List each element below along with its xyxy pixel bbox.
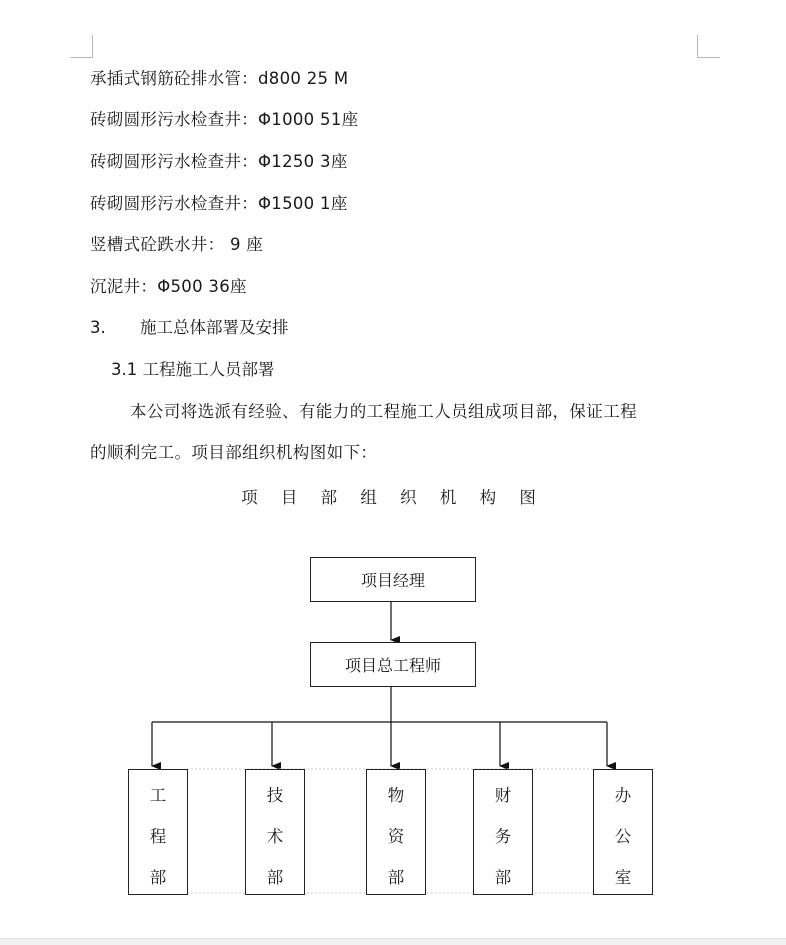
org-node-dept-finance	[473, 769, 533, 895]
dept-char: 公	[614, 827, 632, 846]
dept-char: 程	[149, 827, 167, 846]
dept-char: 财	[494, 786, 512, 805]
org-node-chief-engineer: 项目总工程师	[310, 642, 476, 687]
material-line-1: 承插式钢筋砼排水管：d800 25 M	[90, 69, 349, 88]
org-node-dept-technical	[245, 769, 305, 895]
paragraph-line-1: 本公司将选派有经验、有能力的工程施工人员组成项目部，保证工程	[130, 402, 637, 421]
material-line-4: 砖砌圆形污水检查井：Φ1500 1座	[90, 194, 348, 213]
org-node-dept-materials	[366, 769, 426, 895]
material-line-6: 沉泥井：Φ500 36座	[90, 277, 247, 296]
section-number: 3.	[90, 318, 106, 337]
dept-char: 室	[614, 868, 632, 887]
dept-char: 办	[614, 786, 632, 805]
dept-char: 资	[387, 827, 405, 846]
dept-char: 部	[149, 868, 167, 887]
org-chart-title: 项 目 部 组 织 机 构 图	[241, 488, 545, 507]
material-line-5: 竖槽式砼跌水井： 9 座	[90, 235, 264, 254]
dept-char: 工	[149, 786, 167, 805]
dept-char: 技	[266, 786, 284, 805]
dept-char: 部	[266, 868, 284, 887]
dept-char: 物	[387, 786, 405, 805]
material-line-2: 砖砌圆形污水检查井：Φ1000 51座	[90, 110, 359, 129]
dept-char: 部	[494, 868, 512, 887]
org-node-dept-office	[593, 769, 653, 895]
dept-char: 部	[387, 868, 405, 887]
org-node-project-manager: 项目经理	[310, 557, 476, 602]
paragraph-line-2: 的顺利完工。项目部组织机构图如下：	[90, 443, 378, 462]
dept-char: 务	[494, 827, 512, 846]
org-node-dept-engineering	[128, 769, 188, 895]
dept-char: 术	[266, 827, 284, 846]
subsection-title: 3.1 工程施工人员部署	[111, 360, 275, 379]
material-line-3: 砖砌圆形污水检查井：Φ1250 3座	[90, 152, 348, 171]
section-title: 施工总体部署及安排	[140, 318, 289, 337]
